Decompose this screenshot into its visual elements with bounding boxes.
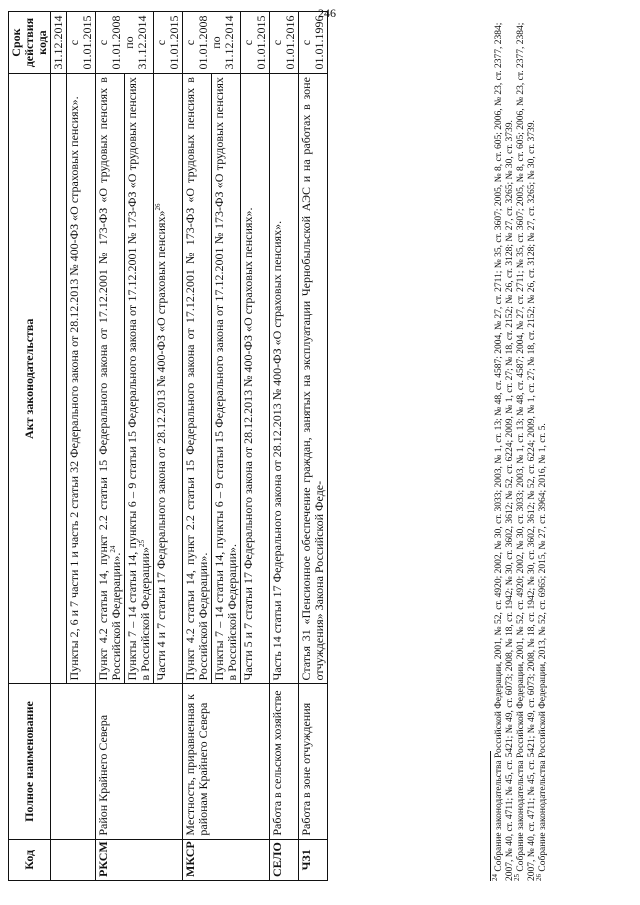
validity-cell: с 01.01.2016 — [270, 12, 299, 74]
footnotes — [490, 21, 549, 881]
act-cell — [51, 74, 67, 684]
row-code: МКСР — [183, 839, 270, 880]
act-cell: Пункт 4.2 статьи 14, пункт 2.2 статьи 15 Федерального закона от 17.12.2001 № 173-ФЗ «О трудовых пенсиях в Российской Федерации». — [183, 74, 212, 684]
row-code — [51, 839, 96, 880]
header-act: Акт законодательства — [9, 74, 51, 684]
footnote-ref: 25 — [138, 539, 146, 547]
footnote — [534, 21, 549, 881]
act-cell: Пункты 7 – 14 статьи 14, пункты 6 – 9 статьи 15 Федерального закона от 17.12.2001 № 173-ФЗ «О трудовых пенсиях в Российской Федерации». — [212, 74, 241, 684]
row-code: СЕЛО — [270, 839, 299, 880]
table-header-row — [9, 12, 51, 881]
header-full-name: Полное наименование — [9, 684, 51, 839]
validity-cell: 31.12.2014 — [51, 12, 67, 74]
row-full-name: Район Крайнего Севера — [96, 684, 183, 839]
validity-cell: с 01.01.2015 — [154, 12, 183, 74]
row-full-name: Работа в сельском хозяйстве — [270, 684, 299, 839]
footnote-divider — [490, 751, 491, 881]
act-cell — [96, 74, 125, 684]
row-full-name — [51, 684, 96, 839]
validity-cell: с 01.01.2008 по 31.12.2014 — [183, 12, 241, 74]
act-cell — [125, 74, 154, 684]
footnote-number: 24 — [490, 874, 499, 881]
footnote-ref: 24 — [109, 545, 117, 553]
act-cell: Часть 14 статьи 17 Федерального закона от 28.12.2013 № 400-ФЗ «О страховых пенсиях». — [270, 74, 299, 684]
legislation-table — [8, 11, 328, 881]
header-validity: Срок действия кода — [9, 12, 51, 74]
validity-cell: с 01.01.2015 — [67, 12, 96, 74]
act-cell: Части 5 и 7 статьи 17 Федерального закона от 28.12.2013 № 400-ФЗ «О страховых пенсиях». — [241, 74, 270, 684]
page-number: 246 — [318, 6, 336, 20]
act-text: Пункт 4.2 статьи 14, пункт 2.2 статьи 15 Федерального закона от 17.12.2001 № 173-ФЗ «О трудовых пенсиях в Российской Федерации». — [96, 77, 123, 681]
footnote-text: Собрание законодательства Российской Федерации, 2013, № 52, ст. 6965; 2015, № 27, ст. 3964; 2016, № 1, ст. 5. — [538, 423, 548, 872]
footnote-ref: 26 — [154, 203, 162, 211]
header-code: Код — [9, 839, 51, 880]
act-cell — [154, 74, 183, 684]
act-text: Пункты 7 – 14 статьи 14, пункты 6 – 9 статьи 15 Федерального закона от 17.12.2001 № 173-ФЗ «О трудовых пенсиях в Российской Федерации» — [125, 77, 152, 681]
table-row — [183, 12, 212, 881]
footnote-number: 26 — [534, 874, 543, 881]
act-text: Части 4 и 7 статьи 17 Федерального закона от 28.12.2013 № 400-ФЗ «О страховых пенсиях» — [154, 210, 168, 681]
table-row — [51, 12, 67, 881]
table-row — [299, 12, 328, 881]
table-row — [96, 12, 125, 881]
row-full-name: Работа в зоне отчуждения — [299, 684, 328, 839]
footnote-number: 25 — [512, 874, 521, 881]
footnote-text: Собрание законодательства Российской Федерации, 2001, № 52, ст. 4920; 2002, № 30, ст. 3033; 2003, № 1, ст. 13; № 48, ст. 4587; 2004, № 27, ст. 2711; № 35, ст. 3607; 2005, № 8, ст. 605; 2006, № 23, ст. 2377, 2384; 2007, № 40, ст. 4711; № 45, ст. 5421; № 49, ст. 6073; 2008, № 18, ст. 1942; № 30, ст. 3602, 3612; № 52, ст. 6224; 2009, № 1, ст. 27; № 18, ст. 2152; № 26, ст. 3128; № 27, ст. 3265; № 30, ст. 3739. — [494, 22, 515, 881]
table-row — [270, 12, 299, 881]
row-full-name: Местность, приравненная к районам Крайнего Севера — [183, 684, 270, 839]
footnote — [512, 21, 538, 881]
act-cell: Пункты 2, 6 и 7 части 1 и часть 2 статьи 32 Федерального закона от 28.12.2013 № 400-ФЗ «О страховых пенсиях». — [67, 74, 96, 684]
rotated-page-content — [2, 0, 638, 905]
row-code: РКСМ — [96, 839, 183, 880]
validity-cell: с 01.01.2008 по 31.12.2014 — [96, 12, 154, 74]
validity-cell: с 01.01.2015 — [241, 12, 270, 74]
footnote-text: Собрание законодательства Российской Федерации, 2001, № 52, ст. 4920; 2002, № 30, ст. 3033; 2003, № 1, ст. 13; № 48, ст. 4587; 2004, № 27, ст. 2711; № 35, ст. 3607; 2005, № 8, ст. 605; 2006, № 23, ст. 2377, 2384; 2007, № 40, ст. 4711; № 45, ст. 5421; № 49, ст. 6073; 2008, № 18, ст. 1942; № 30, ст. 3602, 3612; № 52, ст. 6224; 2009, № 1, ст. 27; № 18, ст. 2152; № 26, ст. 3128; № 27, ст. 3265; № 30, ст. 3739. — [516, 22, 537, 881]
act-cell: Статья 31 «Пенсионное обеспечение граждан, занятых на эксплуатации Чернобыльской АЭС и на работах в зоне отчуждения» Закона Российской Феде- — [299, 74, 328, 684]
footnote — [490, 21, 516, 881]
validity-cell: с 01.01.1996 — [299, 12, 328, 74]
row-code: ЧЗ1 — [299, 839, 328, 880]
